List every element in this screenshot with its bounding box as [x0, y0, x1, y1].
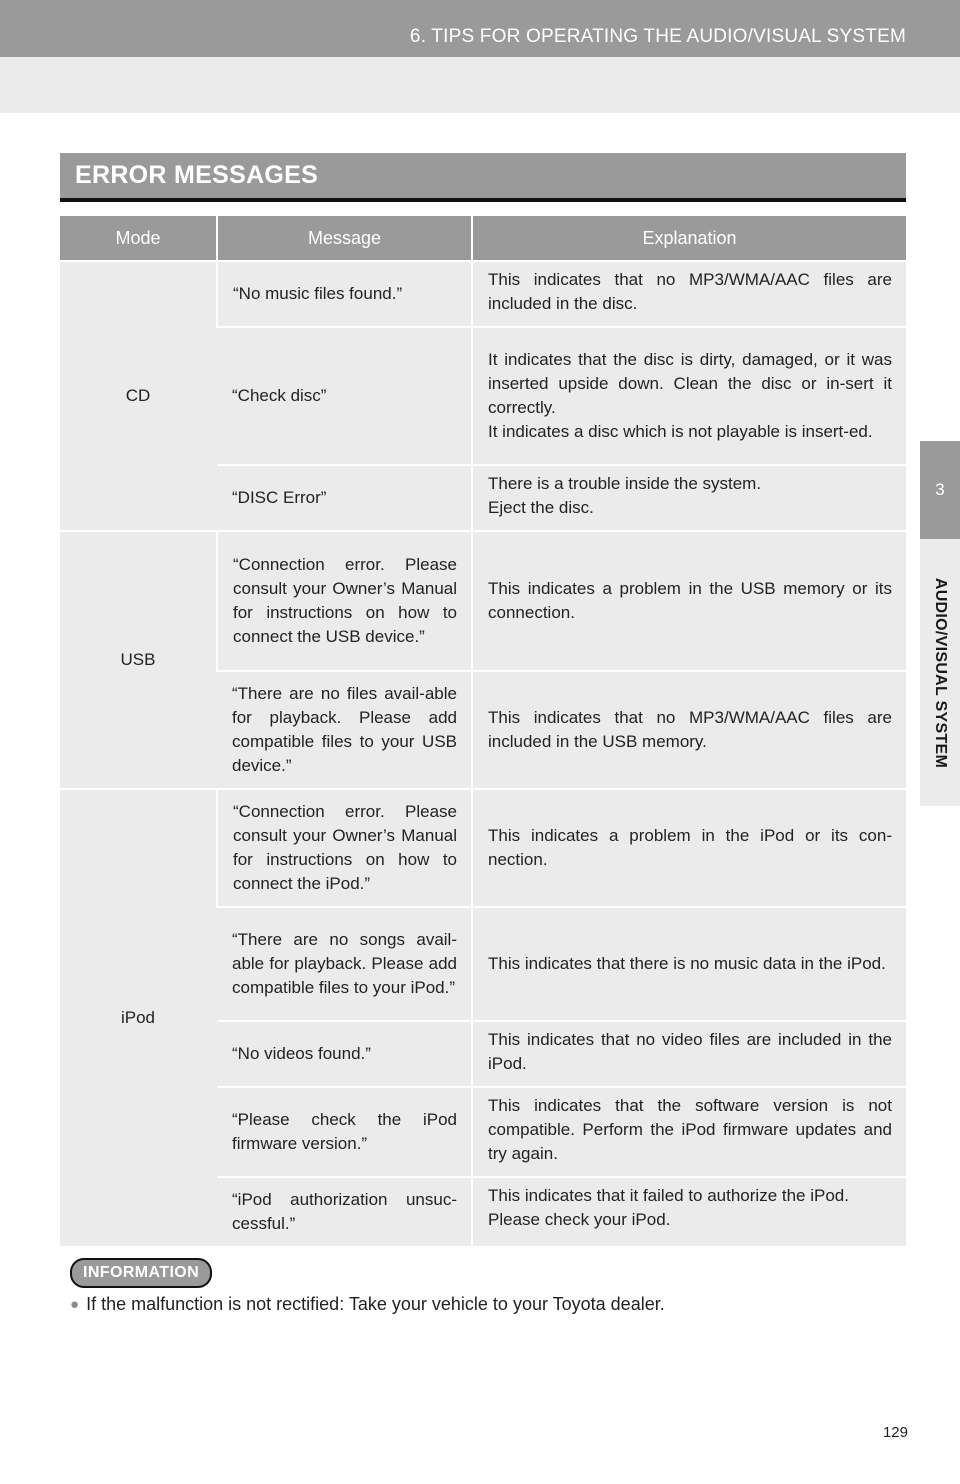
explanation-cell: This indicates that the software version is not compatible. Perform the iPod firmware updates and try again. [472, 1087, 906, 1177]
side-tab-number [920, 441, 960, 539]
explanation-cell: This indicates that no MP3/WMA/AAC files are included in the disc. [472, 261, 906, 327]
information-badge: INFORMATION [70, 1258, 212, 1288]
message-cell: “Check disc” [217, 327, 472, 465]
header-bar [0, 0, 960, 57]
explanation-cell: This indicates that no video files are included in the iPod. [472, 1021, 906, 1087]
bullet-icon: ● [70, 1296, 80, 1313]
explanation-cell: This indicates a problem in the iPod or its con-nection. [472, 789, 906, 907]
explanation-line: Please check your iPod. [488, 1210, 671, 1229]
section-title: ERROR MESSAGES [75, 161, 319, 189]
explanation-cell: This indicates a problem in the USB memory or its connection. [472, 531, 906, 671]
table-header-row [60, 216, 906, 261]
information-text: If the malfunction is not rectified: Take your vehicle to your Toyota dealer. [86, 1294, 665, 1314]
header-explanation: Explanation [472, 216, 906, 261]
table-row [60, 531, 906, 671]
explanation-line: Eject the disc. [488, 498, 594, 517]
error-messages-table [60, 216, 906, 1246]
message-cell: “No videos found.” [217, 1021, 472, 1087]
mode-cell-cd: CD [60, 261, 217, 531]
message-cell: “Please check the iPod firmware version.” [217, 1087, 472, 1177]
table-row [60, 261, 906, 327]
explanation-cell [472, 1177, 906, 1246]
explanation-cell: This indicates that no MP3/WMA/AAC files are included in the USB memory. [472, 671, 906, 789]
message-cell: “iPod authorization unsuc-cessful.” [217, 1177, 472, 1246]
explanation-cell [472, 327, 906, 465]
side-tab-label [920, 539, 960, 806]
message-cell: “Connection error. Please consult your Owner’s Manual for instructions on how to connect the USB device.” [217, 531, 472, 671]
message-cell: “DISC Error” [217, 465, 472, 531]
message-cell: “No music files found.” [217, 261, 472, 327]
explanation-line: It indicates a disc which is not playable is insert-ed. [488, 422, 873, 441]
header-message: Message [217, 216, 472, 261]
explanation-line: This indicates that it failed to authorize the iPod. [488, 1186, 849, 1205]
information-item [70, 1294, 665, 1315]
message-cell: “There are no songs avail-able for playback. Please add compatible files to your iPod.” [217, 907, 472, 1021]
explanation-line: It indicates that the disc is dirty, damaged, or it was inserted upside down. Clean the disc or in-sert it correctly. [488, 350, 892, 417]
message-cell: “There are no files avail-able for playback. Please add compatible files to your USB device.” [217, 671, 472, 789]
explanation-cell [472, 465, 906, 531]
mode-cell-usb: USB [60, 531, 217, 789]
chapter-title: 6. TIPS FOR OPERATING THE AUDIO/VISUAL SYSTEM [409, 26, 906, 47]
section-heading [60, 153, 906, 202]
mode-cell-ipod: iPod [60, 789, 217, 1246]
side-tab-label-text: AUDIO/VISUAL SYSTEM [932, 577, 949, 768]
table-row [60, 789, 906, 907]
header-mode: Mode [60, 216, 217, 261]
explanation-line: There is a trouble inside the system. [488, 474, 762, 493]
page-number: 129 [882, 1424, 908, 1441]
explanation-cell: This indicates that there is no music data in the iPod. [472, 907, 906, 1021]
side-tab-number-text: 3 [935, 480, 945, 499]
message-cell: “Connection error. Please consult your Owner’s Manual for instructions on how to connect the iPod.” [217, 789, 472, 907]
